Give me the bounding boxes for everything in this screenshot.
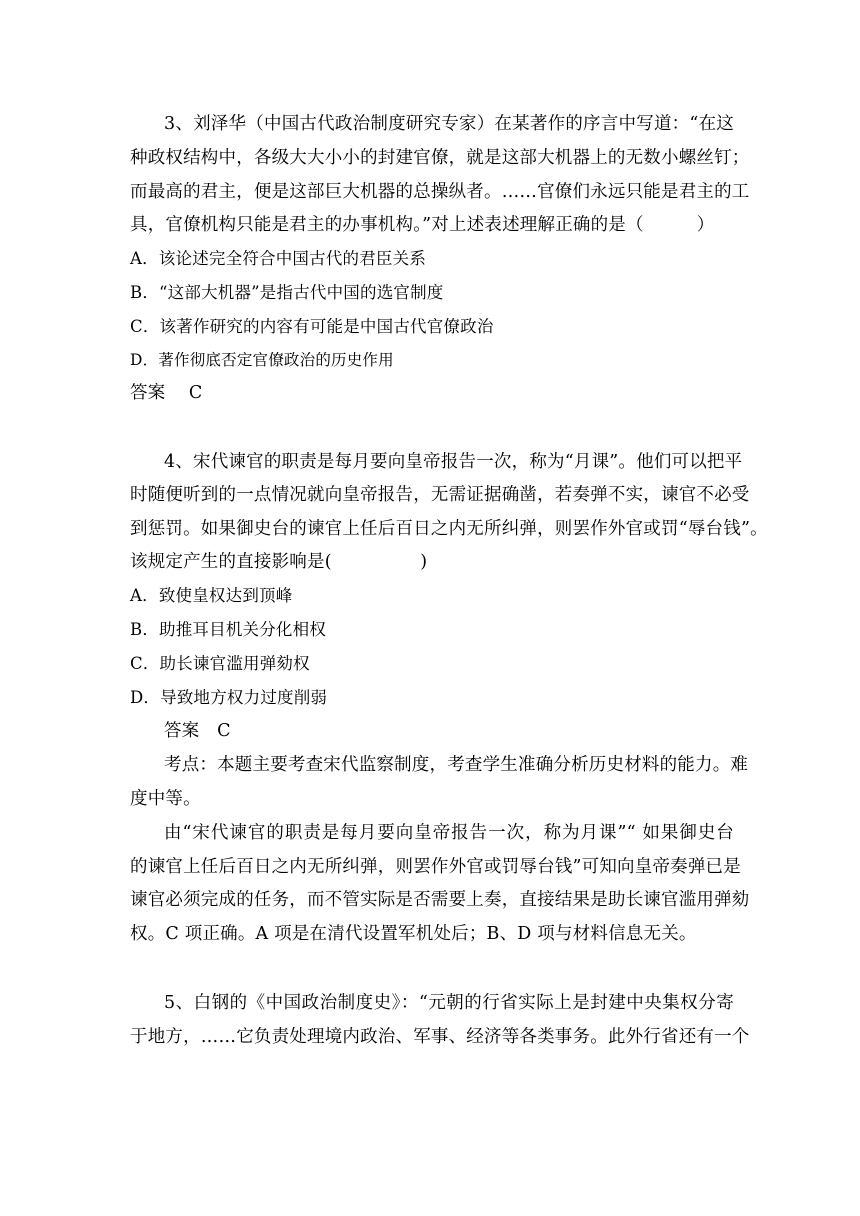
q3-stem-line-4: 具，官僚机构只能是君主的办事机构。”对上述表述理解正确的是（ ） (130, 215, 715, 235)
q4-analysis-line-3: 由“宋代谏官的职责是每月要向皇帝报告一次，称为月课”“ 如果御史台 (164, 823, 734, 843)
q3-option-a: A．该论述完全符合中国古代的君臣关系 (130, 249, 427, 268)
q4-answer: 答案 C (164, 721, 231, 741)
q4-stem-line-3: 到惩罚。如果御史台的谏官上任后百日之内无所纠弹，则罢作外官或罚“辱台钱”。 (130, 519, 768, 539)
q3-stem-line-3: 而最高的君主，便是这部巨大机器的总操纵者。……官僚们永远只能是君主的工 (130, 182, 750, 202)
q4-stem-line-1: 4、宋代谏官的职责是每月要向皇帝报告一次，称为“月课”。他们可以把平 (164, 452, 743, 472)
q4-option-a: A．致使皇权达到顶峰 (130, 586, 293, 605)
q4-option-b: B．助推耳目机关分化相权 (130, 620, 327, 639)
q5-stem-line-2: 于地方，……它负责处理境内政治、军事、经济等各类事务。此外行省还有一个 (130, 1027, 750, 1047)
q3-option-c: C．该著作研究的内容有可能是中国古代官僚政治 (130, 317, 494, 336)
q4-stem-line-4: 该规定产生的直接影响是( ) (130, 552, 428, 572)
q3-answer: 答案 C (130, 383, 203, 403)
q4-analysis-line-1: 考点：本题主要考查宋代监察制度，考查学生准确分析历史材料的能力。难 (164, 755, 749, 775)
q4-stem-line-2: 时随便听到的一点情况就向皇帝报告，无需证据确凿，若奏弹不实，谏官不必受 (130, 485, 750, 505)
q4-option-d: D．导致地方权力过度削弱 (130, 688, 328, 707)
q3-stem-line-1: 3、刘泽华（中国古代政治制度研究专家）在某著作的序言中写道：“在这 (164, 114, 734, 134)
q4-option-c: C．助长谏官滥用弹劾权 (130, 654, 310, 673)
q3-option-d: D．著作彻底否定官僚政治的历史作用 (130, 351, 394, 369)
q3-option-b: B．“这部大机器”是指古代中国的选官制度 (130, 283, 444, 302)
q5-stem-line-1: 5、白钢的《中国政治制度史》：“元朝的行省实际上是封建中央集权分寄 (164, 993, 734, 1013)
q4-analysis-line-2: 度中等。 (130, 789, 201, 809)
q4-analysis-line-5: 谏官必须完成的任务，而不管实际是否需要上奏，直接结果是助长谏官滥用弹劾 (130, 890, 750, 910)
q4-analysis-line-4: 的谏官上任后百日之内无所纠弹，则罢作外官或罚辱台钱”可知向皇帝奏弹已是 (130, 857, 741, 877)
q3-stem-line-2: 种政权结构中，各级大大小小的封建官僚，就是这部大机器上的无数小螺丝钉； (130, 148, 750, 168)
q4-analysis-line-6: 权。C 项正确。A 项是在清代设置军机处后；B、D 项与材料信息无关。 (130, 924, 697, 944)
